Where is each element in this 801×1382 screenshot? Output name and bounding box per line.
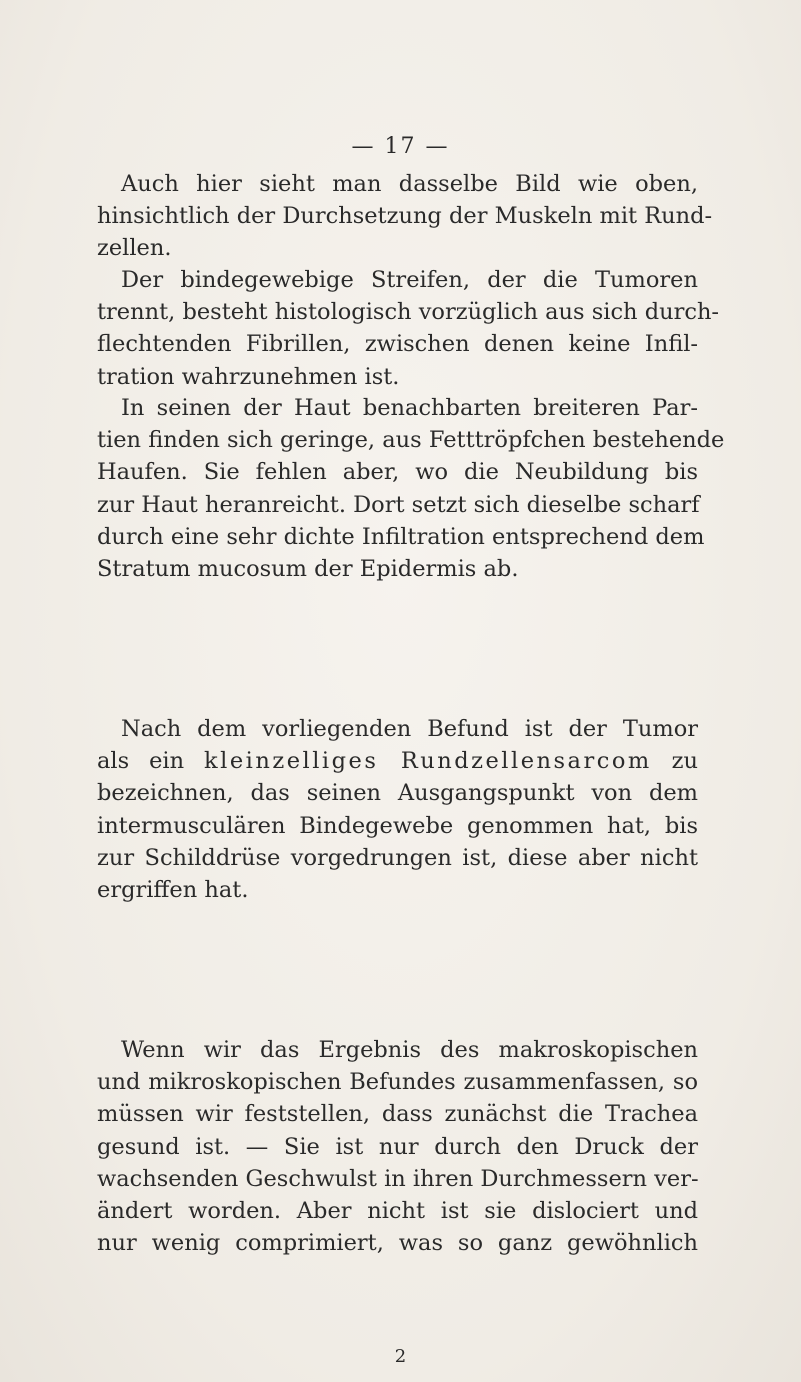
text-line: flechtenden Fibrillen, zwischen denen keine Infil-: [97, 331, 698, 358]
text-fragment: zu: [671, 748, 699, 775]
text-line: intermusculären Bindegewebe genommen hat, bis: [97, 812, 698, 839]
text-line: tien finden sich geringe, aus Fetttröpfchen bestehende: [97, 427, 725, 454]
paragraph-4: [97, 713, 698, 906]
sheet-signature: 2: [394, 1346, 407, 1367]
text-line: müssen wir feststellen, dass zunächst die Trachea: [97, 1101, 698, 1128]
paragraph-2: [97, 264, 720, 393]
text-line: zur Haut heranreicht. Dort setzt sich dieselbe scharf: [97, 491, 700, 518]
text-line: ändert worden. Aber nicht ist sie dislociert und: [97, 1198, 698, 1225]
text-line: zur Schilddrüse vorgedrungen ist, diese aber nicht: [97, 844, 698, 871]
text-line: In seinen der Haut benachbarten breiteren Par-: [121, 395, 698, 421]
text-line: durch eine sehr dichte Infiltration entsprechend dem: [97, 523, 705, 550]
text-line: Nach dem vorliegenden Befund ist der Tumor: [121, 716, 698, 742]
page-number: — 17 —: [351, 134, 450, 159]
text-line: und mikroskopischen Befundes zusammenfassen, so: [97, 1069, 698, 1096]
emphasized-term: kleinzelliges Rundzellensarcom: [204, 748, 652, 775]
text-line: trennt, besteht histologisch vorzüglich aus sich durch-: [97, 299, 720, 326]
text-line: nur wenig comprimiert, was so ganz gewöhnlich: [97, 1230, 698, 1257]
paragraph-5: [97, 1034, 698, 1259]
text-line: hinsichtlich der Durchsetzung der Muskeln mit Rund-: [97, 203, 713, 230]
text-line: wachsenden Geschwulst in ihren Durchmessern ver-: [97, 1165, 699, 1192]
text-line: zellen.: [97, 235, 172, 262]
text-line: tration wahrzunehmen ist.: [97, 363, 400, 390]
text-line: ergriffen hat.: [97, 877, 249, 904]
text-line: bezeichnen, das seinen Ausgangspunkt von dem: [97, 780, 698, 807]
paragraph-1: [97, 168, 713, 265]
text-line-emphasis: [97, 745, 698, 777]
text-fragment: als ein: [97, 748, 185, 775]
paragraph-3: [97, 392, 725, 585]
text-line: Stratum mucosum der Epidermis ab.: [97, 556, 519, 583]
text-line: Auch hier sieht man dasselbe Bild wie oben,: [121, 171, 698, 197]
text-line: Der bindegewebige Streifen, der die Tumoren: [121, 267, 698, 293]
text-line: gesund ist. — Sie ist nur durch den Druck der: [97, 1133, 698, 1160]
text-line: Wenn wir das Ergebnis des makroskopischen: [121, 1037, 698, 1063]
text-line: Haufen. Sie fehlen aber, wo die Neubildung bis: [97, 459, 698, 486]
